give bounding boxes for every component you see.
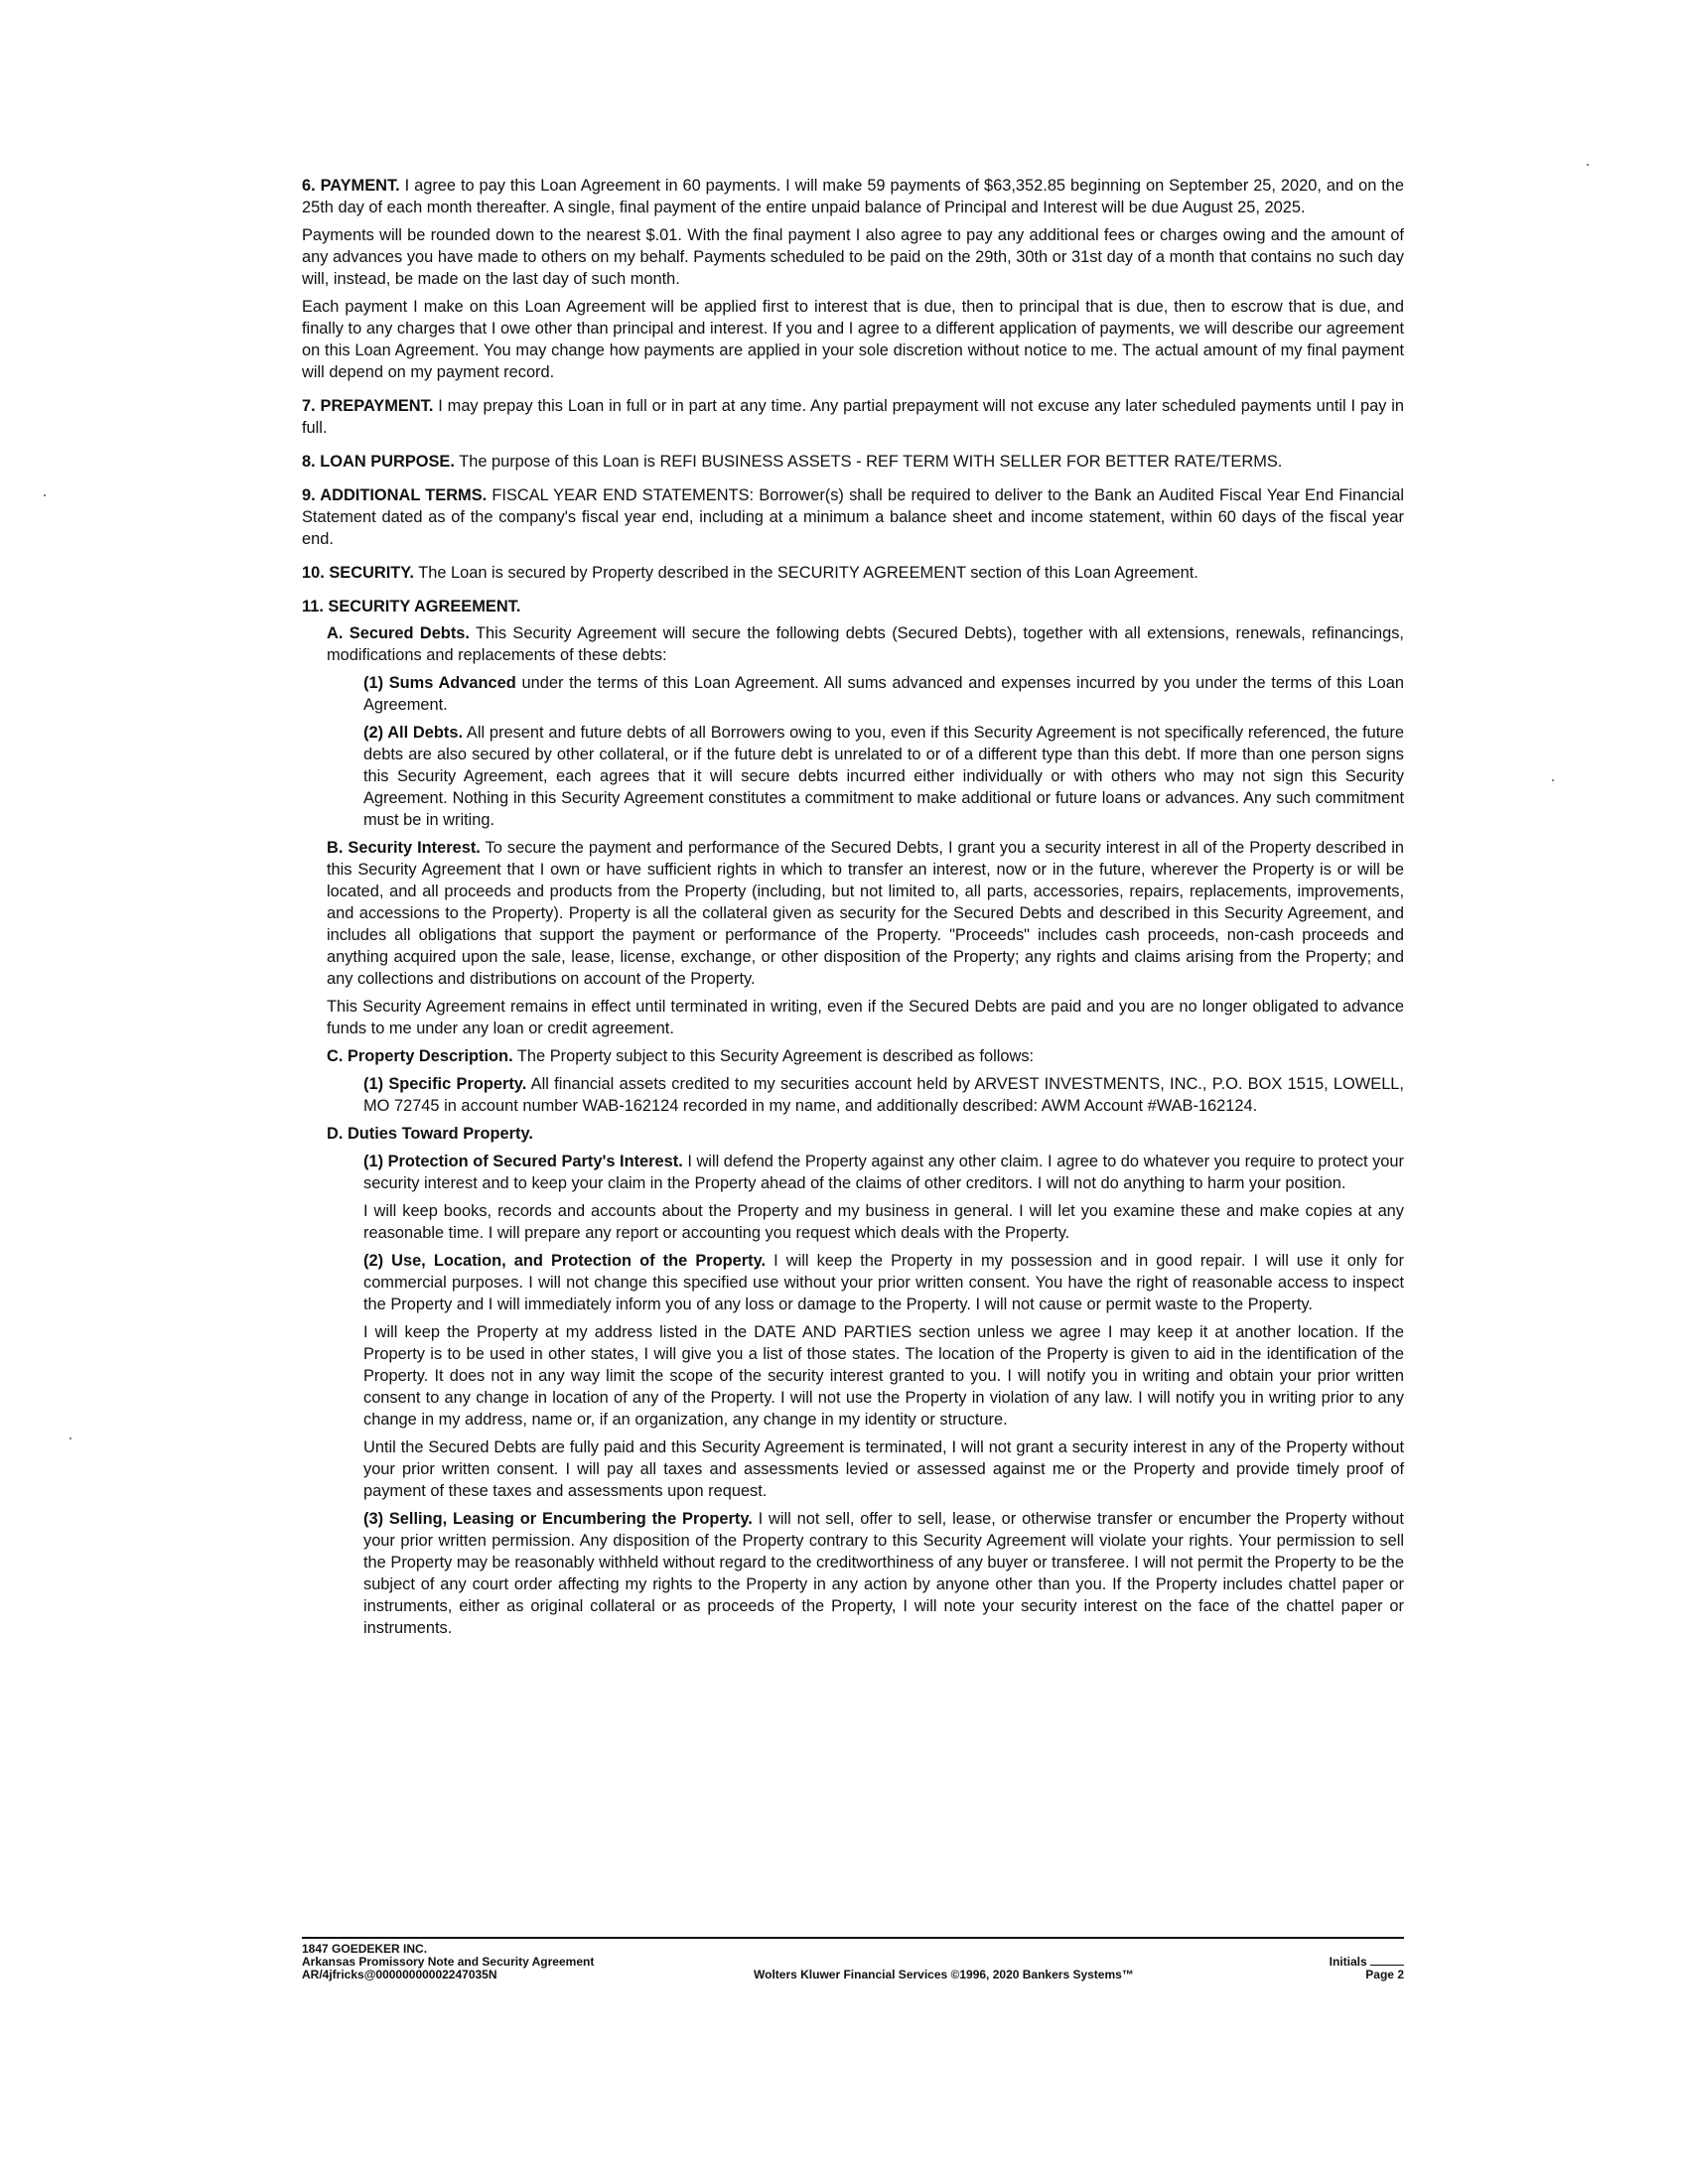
security-interest-text: To secure the payment and performance of the Secured Debts, I grant you a security interest in all of the Property described in this Security Agreement that I own or have sufficient rights in which to transfer an interest, now or in the future, wherever the Property is or will be located, and all proceeds and products from the Property (including, but not limited to, all parts, accessories, repairs, replacements, improvements, and accessions to the Property). Property is all the collateral given as security for the Secured Debts and described in this Security Agreement, and includes all obligations that support the payment or performance of the Property. "Proceeds" includes cash proceeds, non-cash proceeds and anything acquired upon the sale, lease, license, exchange, or other disposition of the Property; any rights and claims arising from the Property; and any collections and distributions on account of the Property. <box>327 839 1405 988</box>
security-interest-title: B. Security Interest. <box>327 839 481 857</box>
section-6-title: 6. PAYMENT. <box>302 177 400 195</box>
all-debts-paragraph <box>363 722 1404 831</box>
books-records-paragraph: I will keep books, records and accounts about the Property and my business in general. I will let you examine these and make copies at any reasonable time. I will prepare any report or accounting you request which deals with the Property. <box>363 1202 1404 1242</box>
all-debts-title: (2) All Debts. <box>363 724 464 742</box>
all-debts-text: All present and future debts of all Borrowers owing to you, even if this Security Agreement is not specifically referenced, the future debts are also secured by other collateral, or if the future debt is unrelated to or of a different type than this debt. If more than one person signs this Security Agreement, each agrees that it will secure debts incurred either individually or with others who may not sign this Security Agreement. Nothing in this Security Agreement constitutes a commitment to make additional or future loans or advances. Any such commitment must be in writing. <box>363 724 1405 829</box>
selling-leasing-paragraph <box>363 1508 1404 1639</box>
security-interest-paragraph <box>327 837 1404 990</box>
selling-leasing-text: I will not sell, offer to sell, lease, or otherwise transfer or encumber the Property without your prior written permission. Any disposition of the Property contrary to this Security Agreement will violate your rights. Your permission to sell the Property may be reasonably withheld without regard to the creditworthiness of any buyer or transferee. I will not permit the Property to be the subject of any court order affecting my rights to the Property in any action by anyone other than you. If the Property includes chattel paper or instruments, either as original collateral or as proceeds of the Property, I will note your security interest on the face of the chattel paper or instruments. <box>363 1510 1404 1637</box>
section-6-paragraph-2: Payments will be rounded down to the nearest $.01. With the final payment I also agree to pay any additional fees or charges owing and the amount of any advances you have made to others on my behalf. Payments scheduled to be paid on the 29th, 30th or 31st day of a month that contains no such day will, instead, be made on the last day of such month. <box>302 226 1404 288</box>
use-location-text: I will keep the Property in my possession and in good repair. I will use it only for commercial purposes. I will not change this specified use without your prior written consent. You have the right of reasonable access to inspect the Property and I will immediately inform you of any loss or damage to the Property. I will not cause or permit waste to the Property. <box>363 1252 1404 1313</box>
taxes-assessments-paragraph: Until the Secured Debts are fully paid and this Security Agreement is terminated, I will not grant a security interest in any of the Property without your prior written consent. I will pay all taxes and assessments levied or assessed against me or the Property and provide timely proof of payment of these taxes and assessments upon request. <box>363 1438 1404 1500</box>
footer-copyright: Wolters Kluwer Financial Services ©1996, 2020 Bankers Systems™ <box>754 1968 1134 1981</box>
document-body <box>302 175 1404 1645</box>
section-7-title: 7. PREPAYMENT. <box>302 397 434 415</box>
scan-speck <box>1587 164 1589 166</box>
specific-property-text: All financial assets credited to my securities account held by ARVEST INVESTMENTS, INC., P.O. BOX 1515, LOWELL, MO 72745 in account number WAB-162124 recorded in my name, and additionally described: AWM Account #WAB-162124. <box>363 1075 1404 1115</box>
use-location-title: (2) Use, Location, and Protection of the Property. <box>363 1252 767 1270</box>
footer-left <box>302 1943 719 1981</box>
protection-interest-paragraph <box>363 1151 1404 1194</box>
footer-right <box>1330 1955 1404 1981</box>
scan-speck <box>44 494 46 496</box>
sums-advanced-text: under the terms of this Loan Agreement. All sums advanced and expenses incurred by you under the terms of this Loan Agreement. <box>363 674 1404 714</box>
security-interest-paragraph-2: This Security Agreement remains in effect until terminated in writing, even if the Secured Debts are paid and you are no longer obligated to advance funds to me under any loan or credit agreement. <box>327 998 1404 1037</box>
footer-page-number: Page 2 <box>1365 1968 1404 1981</box>
sums-advanced-title: (1) Sums Advanced <box>363 674 516 692</box>
duties-toward-property-title: D. Duties Toward Property. <box>327 1125 533 1143</box>
initials-blank-line <box>1370 1955 1404 1966</box>
section-6-paragraph-1 <box>302 175 1404 218</box>
use-location-paragraph <box>363 1250 1404 1315</box>
secured-debts-paragraph <box>327 622 1404 666</box>
section-6-paragraph-3: Each payment I make on this Loan Agreement will be applied first to interest that is due, then to principal that is due, then to escrow that is due, and finally to any charges that I owe other than principal and interest. If you and I agree to a different application of payments, we will describe our agreement on this Loan Agreement. You may change how payments are applied in your sole discretion without notice to me. The actual amount of my final payment will depend on my payment record. <box>302 298 1404 381</box>
footer-initials <box>1330 1955 1404 1969</box>
footer-doc-id: AR/4jfricks@00000000002247035N <box>302 1968 497 1981</box>
section-10-paragraph <box>302 562 1404 584</box>
section-11-title: 11. SECURITY AGREEMENT. <box>302 598 521 615</box>
property-description-paragraph <box>327 1045 1404 1067</box>
section-10-text: The Loan is secured by Property described in the SECURITY AGREEMENT section of this Loan Agreement. <box>418 564 1198 582</box>
section-7-text: I may prepay this Loan in full or in part at any time. Any partial prepayment will not excuse any later scheduled payments until I pay in full. <box>302 397 1404 437</box>
section-9-text: FISCAL YEAR END STATEMENTS: Borrower(s) shall be required to deliver to the Bank an Audited Fiscal Year End Financial Statement dated as of the company's fiscal year end, including at a minimum a balance sheet and income statement, within 60 days of the fiscal year end. <box>302 486 1404 548</box>
property-description-title: C. Property Description. <box>327 1047 513 1065</box>
page-footer <box>302 1937 1404 1981</box>
secured-debts-title: A. Secured Debts. <box>327 624 470 642</box>
section-10-title: 10. SECURITY. <box>302 564 414 582</box>
section-8-title: 8. LOAN PURPOSE. <box>302 453 455 471</box>
footer-company: 1847 GOEDEKER INC. <box>302 1942 428 1956</box>
section-8-paragraph <box>302 451 1404 473</box>
section-6-text: I agree to pay this Loan Agreement in 60 payments. I will make 59 payments of $63,352.85 beginning on September 25, 2020, and on the 25th day of each month thereafter. A single, final payment of the entire unpaid balance of Principal and Interest will be due August 25, 2025. <box>302 177 1405 216</box>
footer-doc-type: Arkansas Promissory Note and Security Agreement <box>302 1955 595 1969</box>
section-9-paragraph <box>302 484 1404 550</box>
scan-speck <box>70 1437 71 1439</box>
specific-property-title: (1) Specific Property. <box>363 1075 527 1093</box>
selling-leasing-title: (3) Selling, Leasing or Encumbering the Property. <box>363 1510 753 1528</box>
section-7-paragraph <box>302 395 1404 439</box>
section-8-text: The purpose of this Loan is REFI BUSINESS ASSETS - REF TERM WITH SELLER FOR BETTER RATE/TERMS. <box>459 453 1283 471</box>
property-address-paragraph: I will keep the Property at my address listed in the DATE AND PARTIES section unless we agree I may keep it at another location. If the Property is to be used in other states, I will give you a list of those states. The location of the Property is given to aid in the identification of the Property. It does not in any way limit the scope of the security interest granted to you. I will notify you in writing and obtain your prior written consent to any change in location of any of the Property. I will not use the Property in violation of any law. I will notify you in writing prior to any change in my address, name or, if an organization, any change in my identity or structure. <box>363 1323 1404 1429</box>
sums-advanced-paragraph <box>363 672 1404 716</box>
secured-debts-text: This Security Agreement will secure the following debts (Secured Debts), together with all extensions, renewals, refinancings, modifications and replacements of these debts: <box>327 624 1404 664</box>
scan-speck <box>1552 779 1554 781</box>
footer-initials-label: Initials <box>1329 1955 1367 1969</box>
protection-interest-title: (1) Protection of Secured Party's Interest. <box>363 1153 683 1170</box>
section-9-title: 9. ADDITIONAL TERMS. <box>302 486 488 504</box>
specific-property-paragraph <box>363 1073 1404 1117</box>
property-description-text: The Property subject to this Security Agreement is described as follows: <box>516 1047 1035 1065</box>
protection-interest-text: I will defend the Property against any other claim. I agree to do whatever you require to protect your security interest and to keep your claim in the Property ahead of the claims of other creditors. I will not do anything to harm your position. <box>363 1153 1404 1192</box>
